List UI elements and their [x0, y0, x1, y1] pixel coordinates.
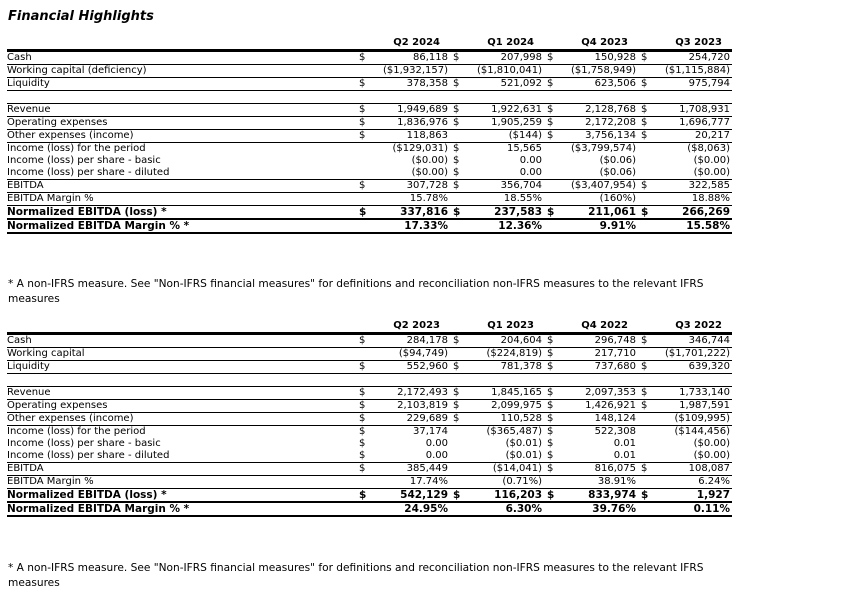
currency-symbol: $	[450, 334, 464, 348]
row-label: EBITDA Margin %	[7, 193, 356, 206]
currency-symbol: $	[544, 387, 558, 400]
currency-symbol: $	[356, 463, 370, 476]
table-row	[7, 51, 732, 65]
value-cell: 1,836,976	[370, 117, 450, 130]
currency-symbol: $	[544, 78, 558, 91]
column-header: Q1 2023	[464, 320, 544, 334]
currency-symbol: $	[547, 426, 554, 437]
currency-symbol	[356, 155, 370, 167]
currency-symbol: $	[356, 361, 370, 374]
header-currency-cell	[356, 37, 370, 51]
value-cell: ($0.01)	[505, 438, 542, 449]
value-cell: 833,974	[558, 489, 638, 503]
currency-symbol: $	[544, 413, 558, 426]
row-label: Cash	[7, 51, 356, 65]
currency-symbol	[356, 348, 370, 361]
table-row	[7, 463, 732, 476]
value-cell: 118,863	[370, 130, 450, 143]
value-cell: 12.36%	[464, 219, 544, 233]
value-cell: ($94,749)	[370, 348, 450, 361]
value-cell: ($1,932,157)	[370, 65, 450, 78]
currency-symbol	[450, 130, 464, 143]
value-cell: 0.00	[519, 155, 542, 166]
header-currency-cell	[638, 320, 652, 334]
value-cell: (0.71%)	[464, 476, 544, 489]
currency-symbol	[638, 193, 652, 206]
currency-symbol	[638, 438, 652, 450]
currency-symbol: $	[450, 104, 464, 117]
row-label: Income (loss) for the period	[7, 426, 146, 437]
value-cell: 816,075	[558, 463, 638, 476]
header-currency-cell	[544, 37, 558, 51]
currency-symbol	[450, 348, 464, 361]
value-cell: ($1,758,949)	[558, 65, 638, 78]
currency-symbol	[450, 463, 464, 476]
currency-symbol: $	[638, 463, 652, 476]
value-cell: 108,087	[652, 463, 732, 476]
value-cell: 2,172,208	[558, 117, 638, 130]
value-cell: 322,585	[652, 180, 732, 193]
value-cell: 37,174	[413, 426, 448, 437]
row-label: Liquidity	[7, 78, 356, 91]
currency-symbol	[356, 65, 370, 78]
currency-symbol: $	[638, 361, 652, 374]
header-currency-cell	[638, 37, 652, 51]
value-cell: 0.00	[370, 450, 450, 463]
row-label: Normalized EBITDA Margin % *	[7, 502, 356, 516]
table-row	[7, 219, 732, 233]
header-row	[7, 320, 732, 334]
currency-symbol: $	[638, 334, 652, 348]
value-cell: 385,449	[370, 463, 450, 476]
currency-symbol: $	[638, 130, 652, 143]
value-cell: 522,308	[594, 426, 636, 437]
row-label: Income (loss) per share - basic	[7, 155, 161, 166]
column-header: Q4 2022	[558, 320, 638, 334]
value-cell: (160%)	[558, 193, 638, 206]
currency-symbol: $	[356, 400, 370, 413]
currency-symbol: $	[544, 361, 558, 374]
currency-symbol: $	[453, 155, 460, 166]
currency-symbol: $	[356, 104, 370, 117]
currency-symbol	[544, 502, 558, 516]
currency-symbol	[544, 180, 558, 193]
value-cell: 296,748	[558, 334, 638, 348]
table-row	[7, 400, 732, 413]
currency-symbol	[356, 167, 370, 180]
currency-symbol: $	[450, 489, 464, 503]
value-cell: 6.30%	[464, 502, 544, 516]
value-cell: 17.33%	[370, 219, 450, 233]
value-cell: ($0.01)	[464, 450, 544, 463]
column-header: Q3 2022	[652, 320, 732, 334]
currency-symbol: $	[638, 117, 652, 130]
value-cell: ($3,407,954)	[558, 180, 638, 193]
value-cell: 6.24%	[652, 476, 732, 489]
currency-symbol: $	[450, 117, 464, 130]
table-row	[7, 130, 732, 143]
currency-symbol	[544, 476, 558, 489]
spacer-row	[7, 374, 732, 387]
value-cell: 2,103,819	[370, 400, 450, 413]
value-cell: ($1,115,884)	[652, 65, 732, 78]
row-label: Income (loss) per share - diluted	[7, 167, 356, 180]
currency-symbol: $	[544, 489, 558, 503]
footnote-non-ifrs: * A non-IFRS measure. See "Non-IFRS financial measures" for definitions and reconciliation non-IFRS measures to the relevant IFRS measures	[8, 278, 704, 305]
table-row	[7, 180, 732, 193]
currency-symbol: $	[356, 413, 370, 426]
row-label: Income (loss) for the period	[7, 143, 146, 154]
value-cell: 284,178	[370, 334, 450, 348]
currency-symbol: $	[356, 334, 370, 348]
value-cell: 307,728	[370, 180, 450, 193]
value-cell: ($365,487)	[486, 426, 542, 437]
currency-symbol: $	[544, 334, 558, 348]
row-label: Normalized EBITDA (loss) *	[7, 489, 356, 503]
value-cell: 38.91%	[558, 476, 638, 489]
currency-symbol	[356, 502, 370, 516]
currency-symbol: $	[359, 426, 366, 437]
row-label: Working capital (deficiency)	[7, 65, 356, 78]
row-label: Normalized EBITDA (loss) *	[7, 206, 356, 220]
value-cell: 2,128,768	[558, 104, 638, 117]
currency-symbol	[638, 219, 652, 233]
column-header: Q4 2023	[558, 37, 638, 51]
table-row	[7, 502, 732, 516]
value-cell: 150,928	[558, 51, 638, 65]
value-cell: 737,680	[558, 361, 638, 374]
value-cell: 1,426,921	[558, 400, 638, 413]
table-row	[7, 438, 732, 450]
value-cell: 18.88%	[652, 193, 732, 206]
currency-symbol	[544, 193, 558, 206]
row-label: Revenue	[7, 104, 356, 117]
currency-symbol: $	[638, 104, 652, 117]
value-cell: 116,203	[464, 489, 544, 503]
currency-symbol	[450, 65, 464, 78]
value-cell: 781,378	[464, 361, 544, 374]
currency-symbol	[638, 155, 652, 167]
value-cell: 1,905,259	[464, 117, 544, 130]
financial-highlights-table-2023	[7, 320, 732, 517]
table-row	[7, 193, 732, 206]
currency-symbol: $	[544, 130, 558, 143]
row-label: Income (loss) per share - diluted	[7, 450, 356, 463]
currency-symbol: $	[356, 450, 370, 463]
currency-symbol: $	[450, 413, 464, 426]
header-label-cell	[7, 320, 356, 334]
value-cell: ($0.00)	[652, 167, 732, 180]
currency-symbol: $	[450, 400, 464, 413]
currency-symbol: $	[544, 348, 558, 361]
value-cell: 2,172,493	[370, 387, 450, 400]
row-label: Revenue	[7, 387, 356, 400]
row-label: Other expenses (income)	[7, 130, 356, 143]
currency-symbol	[450, 426, 464, 439]
footnote-non-ifrs: * A non-IFRS measure. See "Non-IFRS financial measures" for definitions and reconciliation non-IFRS measures to the relevant IFRS measures	[8, 562, 704, 589]
currency-symbol	[544, 143, 558, 156]
currency-symbol	[450, 219, 464, 233]
currency-symbol	[356, 219, 370, 233]
currency-symbol: $	[638, 180, 652, 193]
value-cell: 1,845,165	[464, 387, 544, 400]
currency-symbol	[638, 348, 652, 361]
table-row	[7, 143, 732, 156]
value-cell: ($3,799,574)	[570, 143, 636, 154]
currency-symbol	[638, 413, 652, 426]
currency-symbol: $	[450, 78, 464, 91]
row-label: Working capital	[7, 348, 356, 361]
header-currency-cell	[450, 320, 464, 334]
value-cell: 86,118	[370, 51, 450, 65]
currency-symbol	[638, 167, 652, 180]
table-row	[7, 489, 732, 503]
value-cell: 204,604	[464, 334, 544, 348]
value-cell: 15.78%	[370, 193, 450, 206]
currency-symbol: $	[544, 51, 558, 65]
currency-symbol: $	[356, 117, 370, 130]
value-cell: ($1,701,222)	[652, 348, 732, 361]
table-row	[7, 450, 732, 463]
currency-symbol	[638, 502, 652, 516]
currency-symbol	[638, 426, 652, 439]
currency-symbol: $	[450, 206, 464, 220]
currency-symbol: $	[450, 167, 464, 180]
table-row	[7, 413, 732, 426]
value-cell: 639,320	[652, 361, 732, 374]
currency-symbol	[450, 193, 464, 206]
value-cell: ($224,819)	[464, 348, 544, 361]
currency-symbol: $	[450, 51, 464, 65]
currency-symbol: $	[359, 438, 366, 449]
value-cell: 0.11%	[652, 502, 732, 516]
value-cell: 1,927	[652, 489, 732, 503]
currency-symbol: $	[356, 489, 370, 503]
value-cell: 39.76%	[558, 502, 638, 516]
currency-symbol: $	[638, 206, 652, 220]
currency-symbol: $	[356, 130, 370, 143]
row-label: Liquidity	[7, 361, 356, 374]
value-cell: ($1,810,041)	[464, 65, 544, 78]
row-label: Other expenses (income)	[7, 413, 356, 426]
currency-symbol: $	[450, 180, 464, 193]
header-currency-cell	[544, 320, 558, 334]
currency-symbol: $	[453, 143, 460, 154]
row-label: Operating expenses	[7, 117, 356, 130]
currency-symbol	[356, 143, 370, 156]
value-cell: 207,998	[464, 51, 544, 65]
spacer-row	[7, 91, 732, 104]
column-header: Q3 2023	[652, 37, 732, 51]
value-cell: 0.00	[425, 438, 448, 449]
currency-symbol: $	[544, 450, 558, 463]
value-cell: 266,269	[652, 206, 732, 220]
column-header: Q2 2023	[370, 320, 450, 334]
value-cell: 211,061	[558, 206, 638, 220]
value-cell: 15.58%	[652, 219, 732, 233]
currency-symbol: $	[544, 463, 558, 476]
value-cell: ($0.00)	[693, 438, 730, 449]
table-row	[7, 361, 732, 374]
currency-symbol: $	[544, 117, 558, 130]
currency-symbol: $	[638, 387, 652, 400]
currency-symbol: $	[450, 387, 464, 400]
value-cell: 15,565	[507, 143, 542, 154]
value-cell: 0.01	[613, 438, 636, 449]
value-cell: ($0.00)	[693, 155, 730, 166]
currency-symbol	[544, 65, 558, 78]
table-row	[7, 65, 732, 78]
row-label: Normalized EBITDA Margin % *	[7, 219, 356, 233]
currency-symbol	[544, 167, 558, 180]
currency-symbol: $	[544, 104, 558, 117]
value-cell: ($0.00)	[411, 155, 448, 166]
value-cell: 552,960	[370, 361, 450, 374]
page-title: Financial Highlights	[8, 9, 154, 24]
currency-symbol	[356, 193, 370, 206]
value-cell: 1,987,591	[652, 400, 732, 413]
row-label: EBITDA	[7, 463, 356, 476]
value-cell: 237,583	[464, 206, 544, 220]
value-cell: 337,816	[370, 206, 450, 220]
column-header: Q2 2024	[370, 37, 450, 51]
value-cell: ($14,041)	[464, 463, 544, 476]
value-cell: 2,097,353	[558, 387, 638, 400]
value-cell: ($0.00)	[370, 167, 450, 180]
currency-symbol: $	[638, 78, 652, 91]
value-cell: ($144,456)	[674, 426, 730, 437]
value-cell: 2,099,975	[464, 400, 544, 413]
value-cell: ($109,995)	[652, 413, 732, 426]
value-cell: 356,704	[464, 180, 544, 193]
value-cell: ($0.06)	[599, 155, 636, 166]
currency-symbol: $	[638, 489, 652, 503]
table-row	[7, 117, 732, 130]
header-currency-cell	[356, 320, 370, 334]
value-cell: 378,358	[370, 78, 450, 91]
row-label: Cash	[7, 334, 356, 348]
value-cell: 521,092	[464, 78, 544, 91]
table-row	[7, 78, 732, 91]
value-cell: 217,710	[558, 348, 638, 361]
currency-symbol	[450, 450, 464, 463]
value-cell: 623,506	[558, 78, 638, 91]
currency-symbol: $	[356, 180, 370, 193]
table-row	[7, 167, 732, 180]
value-cell: 24.95%	[370, 502, 450, 516]
value-cell: 542,129	[370, 489, 450, 503]
currency-symbol	[450, 476, 464, 489]
currency-symbol: $	[450, 361, 464, 374]
value-cell: 975,794	[652, 78, 732, 91]
row-label: EBITDA Margin %	[7, 476, 356, 489]
row-label: EBITDA	[7, 180, 356, 193]
value-cell: ($129,031)	[392, 143, 448, 154]
table-row	[7, 104, 732, 117]
currency-symbol	[638, 65, 652, 78]
value-cell: 1,696,777	[652, 117, 732, 130]
financial-highlights-table-2024	[7, 37, 732, 234]
value-cell: 18.55%	[464, 193, 544, 206]
value-cell: 3,756,134	[558, 130, 638, 143]
table-row	[7, 155, 732, 167]
value-cell: 148,124	[558, 413, 638, 426]
table-row	[7, 387, 732, 400]
value-cell: 1,708,931	[652, 104, 732, 117]
table-row	[7, 426, 732, 439]
table-row	[7, 476, 732, 489]
currency-symbol	[638, 450, 652, 463]
currency-symbol: $	[638, 51, 652, 65]
value-cell: 229,689	[370, 413, 450, 426]
value-cell: 1,949,689	[370, 104, 450, 117]
currency-symbol	[356, 476, 370, 489]
value-cell: ($144)	[464, 130, 544, 143]
currency-symbol	[544, 219, 558, 233]
row-label: Operating expenses	[7, 400, 356, 413]
currency-symbol	[450, 438, 464, 450]
value-cell: 1,922,631	[464, 104, 544, 117]
currency-symbol: $	[356, 51, 370, 65]
currency-symbol	[638, 143, 652, 156]
currency-symbol: $	[544, 400, 558, 413]
value-cell: 254,720	[652, 51, 732, 65]
value-cell: 1,733,140	[652, 387, 732, 400]
value-cell: 9.91%	[558, 219, 638, 233]
currency-symbol: $	[356, 206, 370, 220]
currency-symbol	[450, 502, 464, 516]
header-row	[7, 37, 732, 51]
value-cell: 0.00	[464, 167, 544, 180]
currency-symbol	[544, 155, 558, 167]
value-cell: 20,217	[652, 130, 732, 143]
table-row	[7, 334, 732, 348]
value-cell: 346,744	[652, 334, 732, 348]
column-header: Q1 2024	[464, 37, 544, 51]
currency-symbol: $	[638, 400, 652, 413]
value-cell: 17.74%	[370, 476, 450, 489]
value-cell: ($0.06)	[558, 167, 638, 180]
currency-symbol: $	[544, 206, 558, 220]
currency-symbol	[638, 476, 652, 489]
value-cell: ($8,063)	[687, 143, 730, 154]
currency-symbol: $	[356, 78, 370, 91]
table-row	[7, 206, 732, 220]
value-cell: 0.01	[558, 450, 638, 463]
currency-symbol: $	[547, 438, 554, 449]
value-cell: 110,528	[464, 413, 544, 426]
row-label: Income (loss) per share - basic	[7, 438, 161, 449]
table-row	[7, 348, 732, 361]
header-label-cell	[7, 37, 356, 51]
currency-symbol: $	[356, 387, 370, 400]
header-currency-cell	[450, 37, 464, 51]
value-cell: ($0.00)	[652, 450, 732, 463]
